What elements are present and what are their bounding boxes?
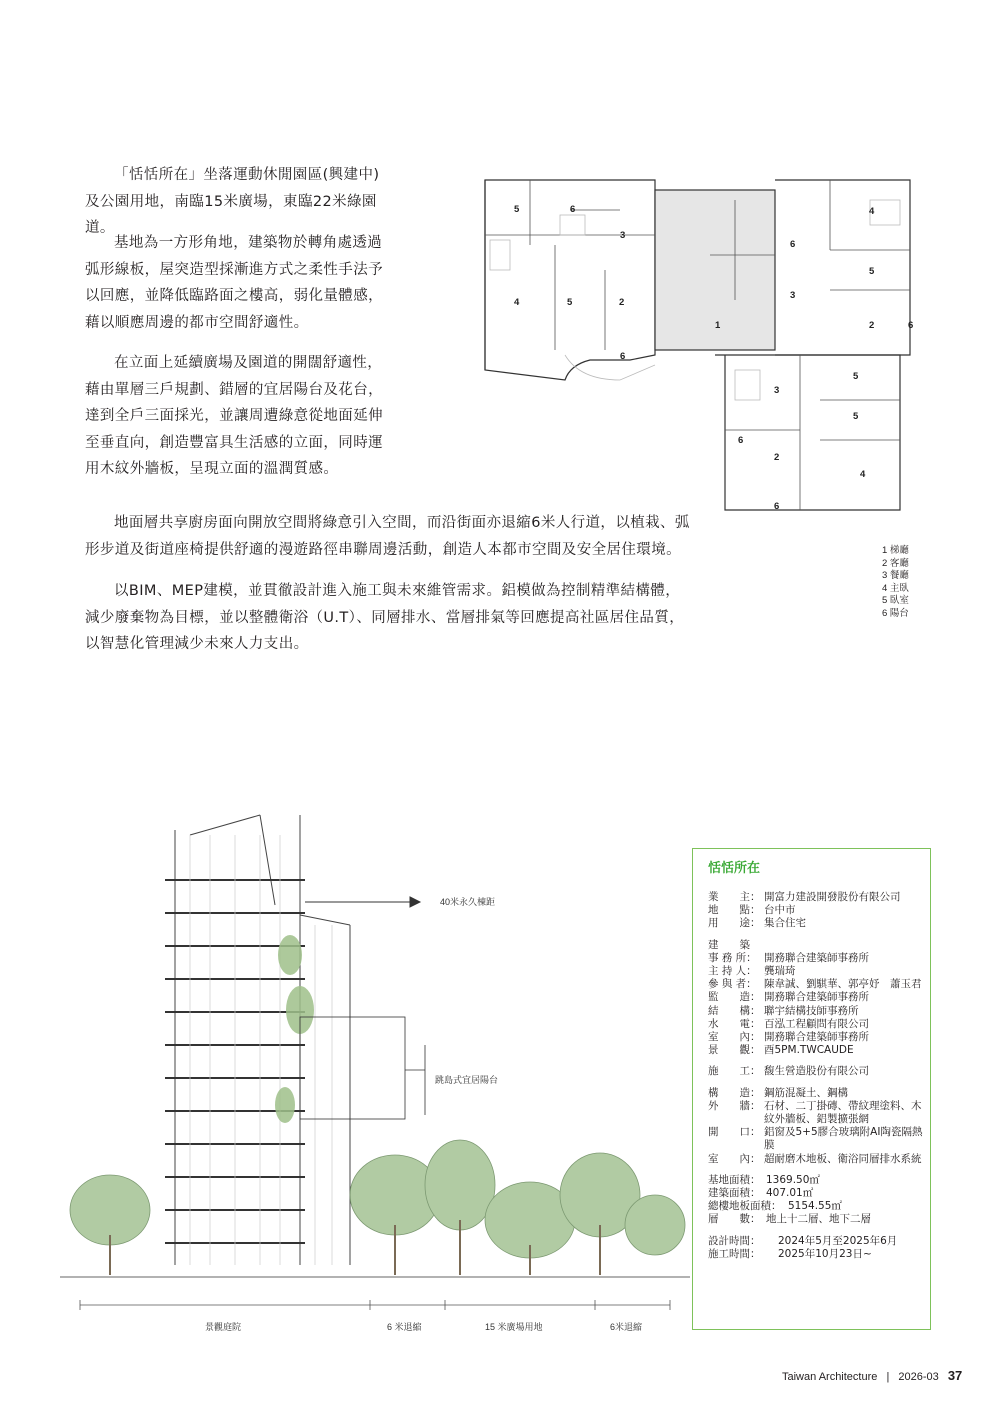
info-label: 建築面積： (708, 1187, 761, 1200)
info-row (708, 939, 930, 952)
info-label: 主 持 人： (708, 965, 757, 978)
plan-number: 6 (620, 351, 626, 362)
info-row (708, 978, 930, 991)
legend-item: 3 餐廳 (882, 570, 909, 581)
info-row (708, 965, 930, 978)
floor-plan-drawing (470, 170, 930, 520)
plan-number: 3 (774, 385, 780, 396)
info-value: 1369.50㎡ (766, 1173, 820, 1186)
plan-number: 2 (869, 320, 875, 331)
info-label: 總樓地板面積： (708, 1200, 782, 1213)
dim-label-setback-2: 6米退縮 (610, 1322, 643, 1332)
info-label: 室 內： (708, 1031, 761, 1044)
info-row (708, 1031, 930, 1044)
info-label: 用 途： (708, 917, 761, 930)
annotation-balcony: 跳島式宜居陽台 (435, 1075, 499, 1085)
info-value (764, 939, 930, 952)
info-value: 開務聯合建築師事務所 (764, 951, 869, 964)
footer-issue: 2026-03 (898, 1371, 939, 1383)
info-label: 地 點： (708, 904, 761, 917)
info-value: 2024年5月至2025年6月 (778, 1234, 898, 1247)
footer-separator: | (886, 1371, 890, 1383)
info-row (708, 1248, 930, 1261)
paragraph-site: 基地為一方形角地，建築物於轉角處透過弧形線板，屋突造型採漸進方式之柔性手法予以回應，並降低臨路面之樓高，弱化量體感，藉以順應周邊的都市空間舒適性。 (85, 235, 383, 331)
plan-number: 2 (774, 452, 780, 463)
plan-number: 6 (738, 435, 744, 446)
plan-number: 3 (620, 230, 626, 241)
plan-number: 6 (774, 501, 780, 512)
info-value: 鋁窗及5+5膠合玻璃附AI陶瓷隔熱膜 (764, 1126, 923, 1152)
dim-label-setback: 6 米退縮 (387, 1322, 422, 1332)
info-label: 建 築 (708, 938, 750, 951)
annotation-distance: 40米永久棟距 (440, 897, 496, 907)
plan-legend (882, 545, 909, 620)
info-row (708, 952, 930, 965)
info-row (708, 1187, 930, 1200)
info-label: 景 觀： (708, 1044, 761, 1057)
info-label: 外 牆： (708, 1099, 761, 1112)
info-value: 集合住宅 (764, 917, 806, 930)
info-value: 407.01㎡ (766, 1187, 814, 1200)
info-label: 開 口： (708, 1126, 761, 1139)
info-label: 設計時間： (708, 1234, 761, 1247)
info-label: 層 數： (708, 1213, 761, 1226)
info-value: 開務聯合建築師事務所 (764, 991, 869, 1004)
info-row (708, 1174, 930, 1187)
info-label: 監 造： (708, 991, 761, 1004)
info-label: 施 工： (708, 1065, 761, 1078)
info-row (708, 904, 930, 917)
info-value: 石材、二丁掛磚、帶紋理塗料、木紋外牆板、鋁製擴張網 (764, 1099, 922, 1126)
plan-number: 2 (619, 297, 625, 308)
info-value: 百泓工程顧問有限公司 (764, 1017, 869, 1030)
info-row (708, 1213, 930, 1226)
dim-label-plaza: 15 米廣場用地 (485, 1322, 543, 1332)
paragraph-facade: 在立面上延續廣場及園道的開闊舒適性，藉由單層三戶規劃、錯層的宜居陽台及花台，達到全戶三面採光，並讓周遭綠意從地面延伸至垂直向，創造豐富具生活感的立面，同時運用木紋外牆板，呈現立面的溫潤質感。 (85, 355, 383, 477)
info-label: 水 電： (708, 1017, 761, 1030)
info-value: 開務聯合建築師事務所 (764, 1031, 869, 1044)
plan-number: 4 (514, 297, 520, 308)
plan-number: 6 (790, 239, 796, 250)
info-value: 龔瑞琦 (764, 965, 796, 978)
info-row (708, 1235, 930, 1248)
info-label: 結 構： (708, 1004, 761, 1017)
plan-number: 5 (853, 371, 859, 382)
plan-number: 4 (860, 469, 866, 480)
info-label: 施工時間： (708, 1247, 761, 1260)
plan-number: 3 (790, 290, 796, 301)
info-title: 恬恬所在 (708, 861, 761, 876)
info-value: 2025年10月23日~ (778, 1247, 872, 1260)
info-row (708, 1005, 930, 1018)
info-label: 參 與 者： (708, 978, 757, 991)
plan-number: 4 (869, 206, 875, 217)
info-row (708, 917, 930, 930)
legend-item: 2 客廳 (882, 557, 909, 569)
info-label: 業 主： (708, 891, 761, 903)
legend-item: 4 主臥 (882, 582, 909, 594)
plan-number: 5 (514, 204, 520, 215)
legend-item: 5 臥室 (882, 595, 909, 606)
info-row (708, 1044, 930, 1057)
legend-item: 1 梯廳 (882, 545, 909, 556)
info-value: 地上十二層、地下二層 (766, 1213, 871, 1226)
info-row (708, 1200, 930, 1213)
legend-item: 6 陽台 (882, 607, 909, 619)
plan-number: 5 (567, 297, 573, 308)
info-label: 基地面積： (708, 1173, 761, 1186)
info-row (708, 1087, 930, 1100)
dim-label-garden: 景觀庭院 (205, 1322, 242, 1332)
info-value: 聯宇結構技師事務所 (764, 1004, 859, 1017)
info-rows (708, 891, 930, 1261)
plan-number: 5 (869, 266, 875, 277)
info-value: 開富力建設開發股份有限公司 (764, 891, 901, 903)
plan-number: 5 (853, 411, 859, 422)
plan-number: 6 (570, 204, 576, 215)
info-row (708, 1065, 930, 1078)
info-row (708, 1018, 930, 1031)
project-info-box (692, 848, 931, 1330)
paragraph-bim: 以BIM、MEP建模，並貫徹設計進入施工與未來維管需求。鋁模做為控制精準結構體，減少廢棄物為目標，並以整體衛浴（U.T）、同層排水、當層排氣等回應提高社區居住品質，以智慧化管理減少未來人力支出。 (85, 583, 685, 652)
info-row (708, 891, 930, 904)
plan-number: 1 (715, 320, 721, 331)
info-value: 酉5PM.TWCAUDE (764, 1044, 854, 1057)
info-label: 室 內： (708, 1152, 761, 1165)
paragraph-intro: 「恬恬所在」坐落運動休閒園區(興建中)及公園用地，南臨15米廣場，東臨22米綠園道。 (85, 167, 380, 236)
info-value: 超耐磨木地板、衛浴同層排水系統 (764, 1152, 922, 1165)
info-value: 馥生營造股份有限公司 (764, 1065, 869, 1078)
info-value: 5154.55㎡ (788, 1200, 842, 1213)
info-value: 陳韋誠、劉騏華、郭亭妤 蕭玉君 (764, 978, 922, 991)
info-row (708, 1126, 930, 1152)
plan-number: 6 (908, 320, 914, 331)
info-label: 構 造： (708, 1086, 761, 1099)
info-label: 事 務 所： (708, 951, 757, 964)
info-value: 台中市 (764, 904, 796, 917)
info-row (708, 991, 930, 1004)
section-drawing (60, 805, 690, 1335)
page-number: 37 (947, 1368, 963, 1383)
info-row (708, 1100, 930, 1126)
info-row (708, 1153, 930, 1166)
page-footer (782, 1368, 962, 1383)
footer-magazine: Taiwan Architecture (782, 1371, 878, 1383)
paragraph-ground-floor: 地面層共享廚房面向開放空間將綠意引入空間，而沿街面亦退縮6米人行道，以植栽、弧形步道及街道座椅提供舒適的漫遊路徑串聯周邊活動，創造人本都市空間及安全居住環境。 (85, 515, 690, 558)
info-value: 鋼筋混凝土、鋼構 (764, 1086, 848, 1099)
